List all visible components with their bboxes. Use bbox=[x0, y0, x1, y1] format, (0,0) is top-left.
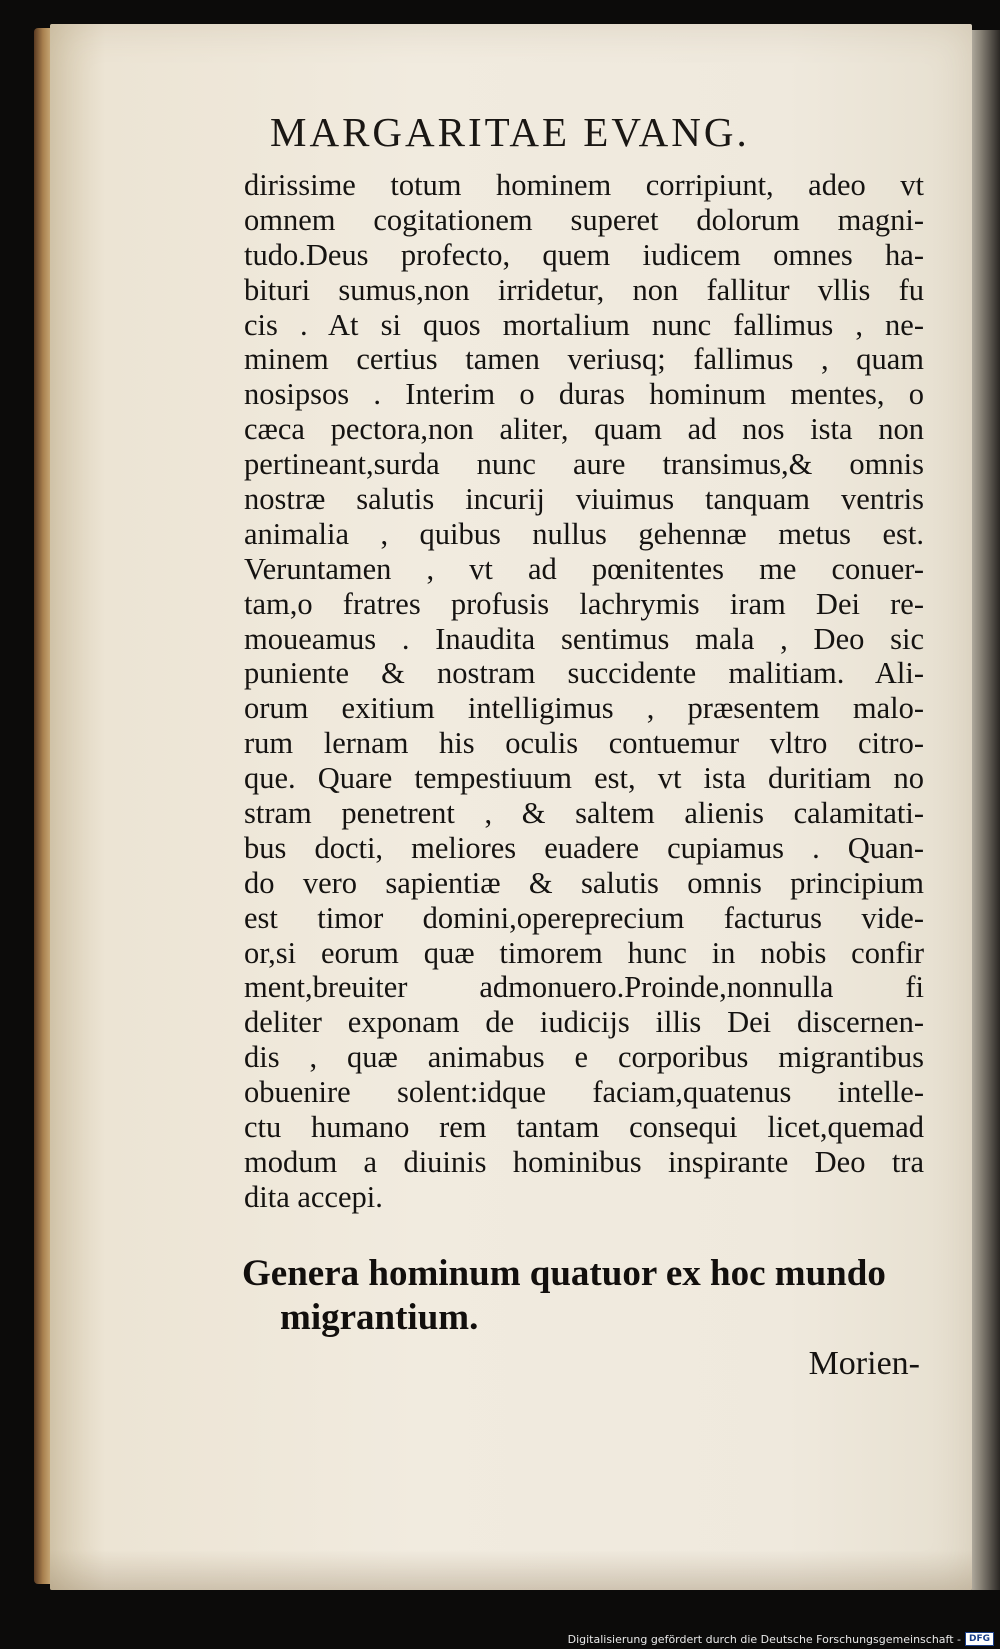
text-line: obuenire solent:idque faciam,quatenus intelle- bbox=[244, 1075, 924, 1110]
text-line: pertineant,surda nunc aure transimus,& omnis bbox=[244, 447, 924, 482]
digitization-credit bbox=[568, 1632, 994, 1646]
text-line: minem certius tamen veriusq; fallimus , quam bbox=[244, 342, 924, 377]
running-head: MARGARITAE EVANG. bbox=[270, 109, 750, 155]
text-line: que. Quare tempestiuum est, vt ista duritiam no bbox=[244, 761, 924, 796]
dfg-logo-icon: DFG bbox=[965, 1632, 994, 1646]
text-line: orum exitium intelligimus , præsentem malo- bbox=[244, 691, 924, 726]
text-line: modum a diuinis hominibus inspirante Deo tra bbox=[244, 1144, 924, 1179]
text-line: cis . At si quos mortalium nunc fallimus , ne- bbox=[244, 307, 924, 342]
text-line: bituri sumus,non irridetur, non fallitur vllis fu bbox=[244, 272, 924, 307]
text-line: cæca pectora,non aliter, quam ad nos ista non bbox=[244, 412, 924, 447]
text-line: rum lernam his oculis contuemur vltro citro- bbox=[244, 726, 924, 761]
text-line: do vero sapientiæ & salutis omnis principium bbox=[244, 865, 924, 900]
text-line: tudo.Deus profecto, quem iudicem omnes ha- bbox=[244, 237, 924, 272]
text-line: Veruntamen , vt ad pœnitentes me conuer- bbox=[244, 551, 924, 586]
text-line: ctu humano rem tantam consequi licet,quemad bbox=[244, 1110, 924, 1145]
text-line: puniente & nostram succidente malitiam. Ali- bbox=[244, 656, 924, 691]
text-line: bus docti, meliores euadere cupiamus . Quan- bbox=[244, 830, 924, 865]
catchword: Morien- bbox=[808, 1345, 920, 1382]
text-line: nosipsos . Interim o duras hominum mentes, o bbox=[244, 377, 924, 412]
text-line: stram penetrent , & saltem alienis calamitati- bbox=[244, 796, 924, 831]
credit-text: Digitalisierung gefördert durch die Deutsche Forschungsgemeinschaft - bbox=[567, 1632, 961, 1646]
body-text bbox=[244, 168, 924, 1215]
section-heading bbox=[242, 1252, 922, 1340]
text-line: dis , quæ animabus e corporibus migrantibus bbox=[244, 1040, 924, 1075]
text-line: moueamus . Inaudita sentimus mala , Deo sic bbox=[244, 621, 924, 656]
text-line: omnem cogitationem superet dolorum magni- bbox=[244, 202, 924, 237]
text-line: dita accepi. bbox=[244, 1179, 383, 1214]
text-line: tam,o fratres profusis lachrymis iram Dei re- bbox=[244, 586, 924, 621]
section-heading-line-1: Genera hominum quatuor ex hoc mundo bbox=[242, 1253, 886, 1294]
text-line: est timor domini,opereprecium facturus vide- bbox=[244, 900, 924, 935]
text-line: ment,breuiter admonuero.Proinde,nonnulla fi bbox=[244, 970, 924, 1005]
text-line: dirissime totum hominem corripiunt, adeo vt bbox=[244, 168, 924, 202]
text-line: deliter exponam de iudicijs illis Dei discernen- bbox=[244, 1005, 924, 1040]
text-line: or,si eorum quæ timorem hunc in nobis confir bbox=[244, 935, 924, 970]
text-line: nostræ salutis incurij viuimus tanquam ventris bbox=[244, 482, 924, 517]
section-heading-line-2: migrantium. bbox=[280, 1297, 479, 1338]
text-line: animalia , quibus nullus gehennæ metus est. bbox=[244, 516, 924, 551]
